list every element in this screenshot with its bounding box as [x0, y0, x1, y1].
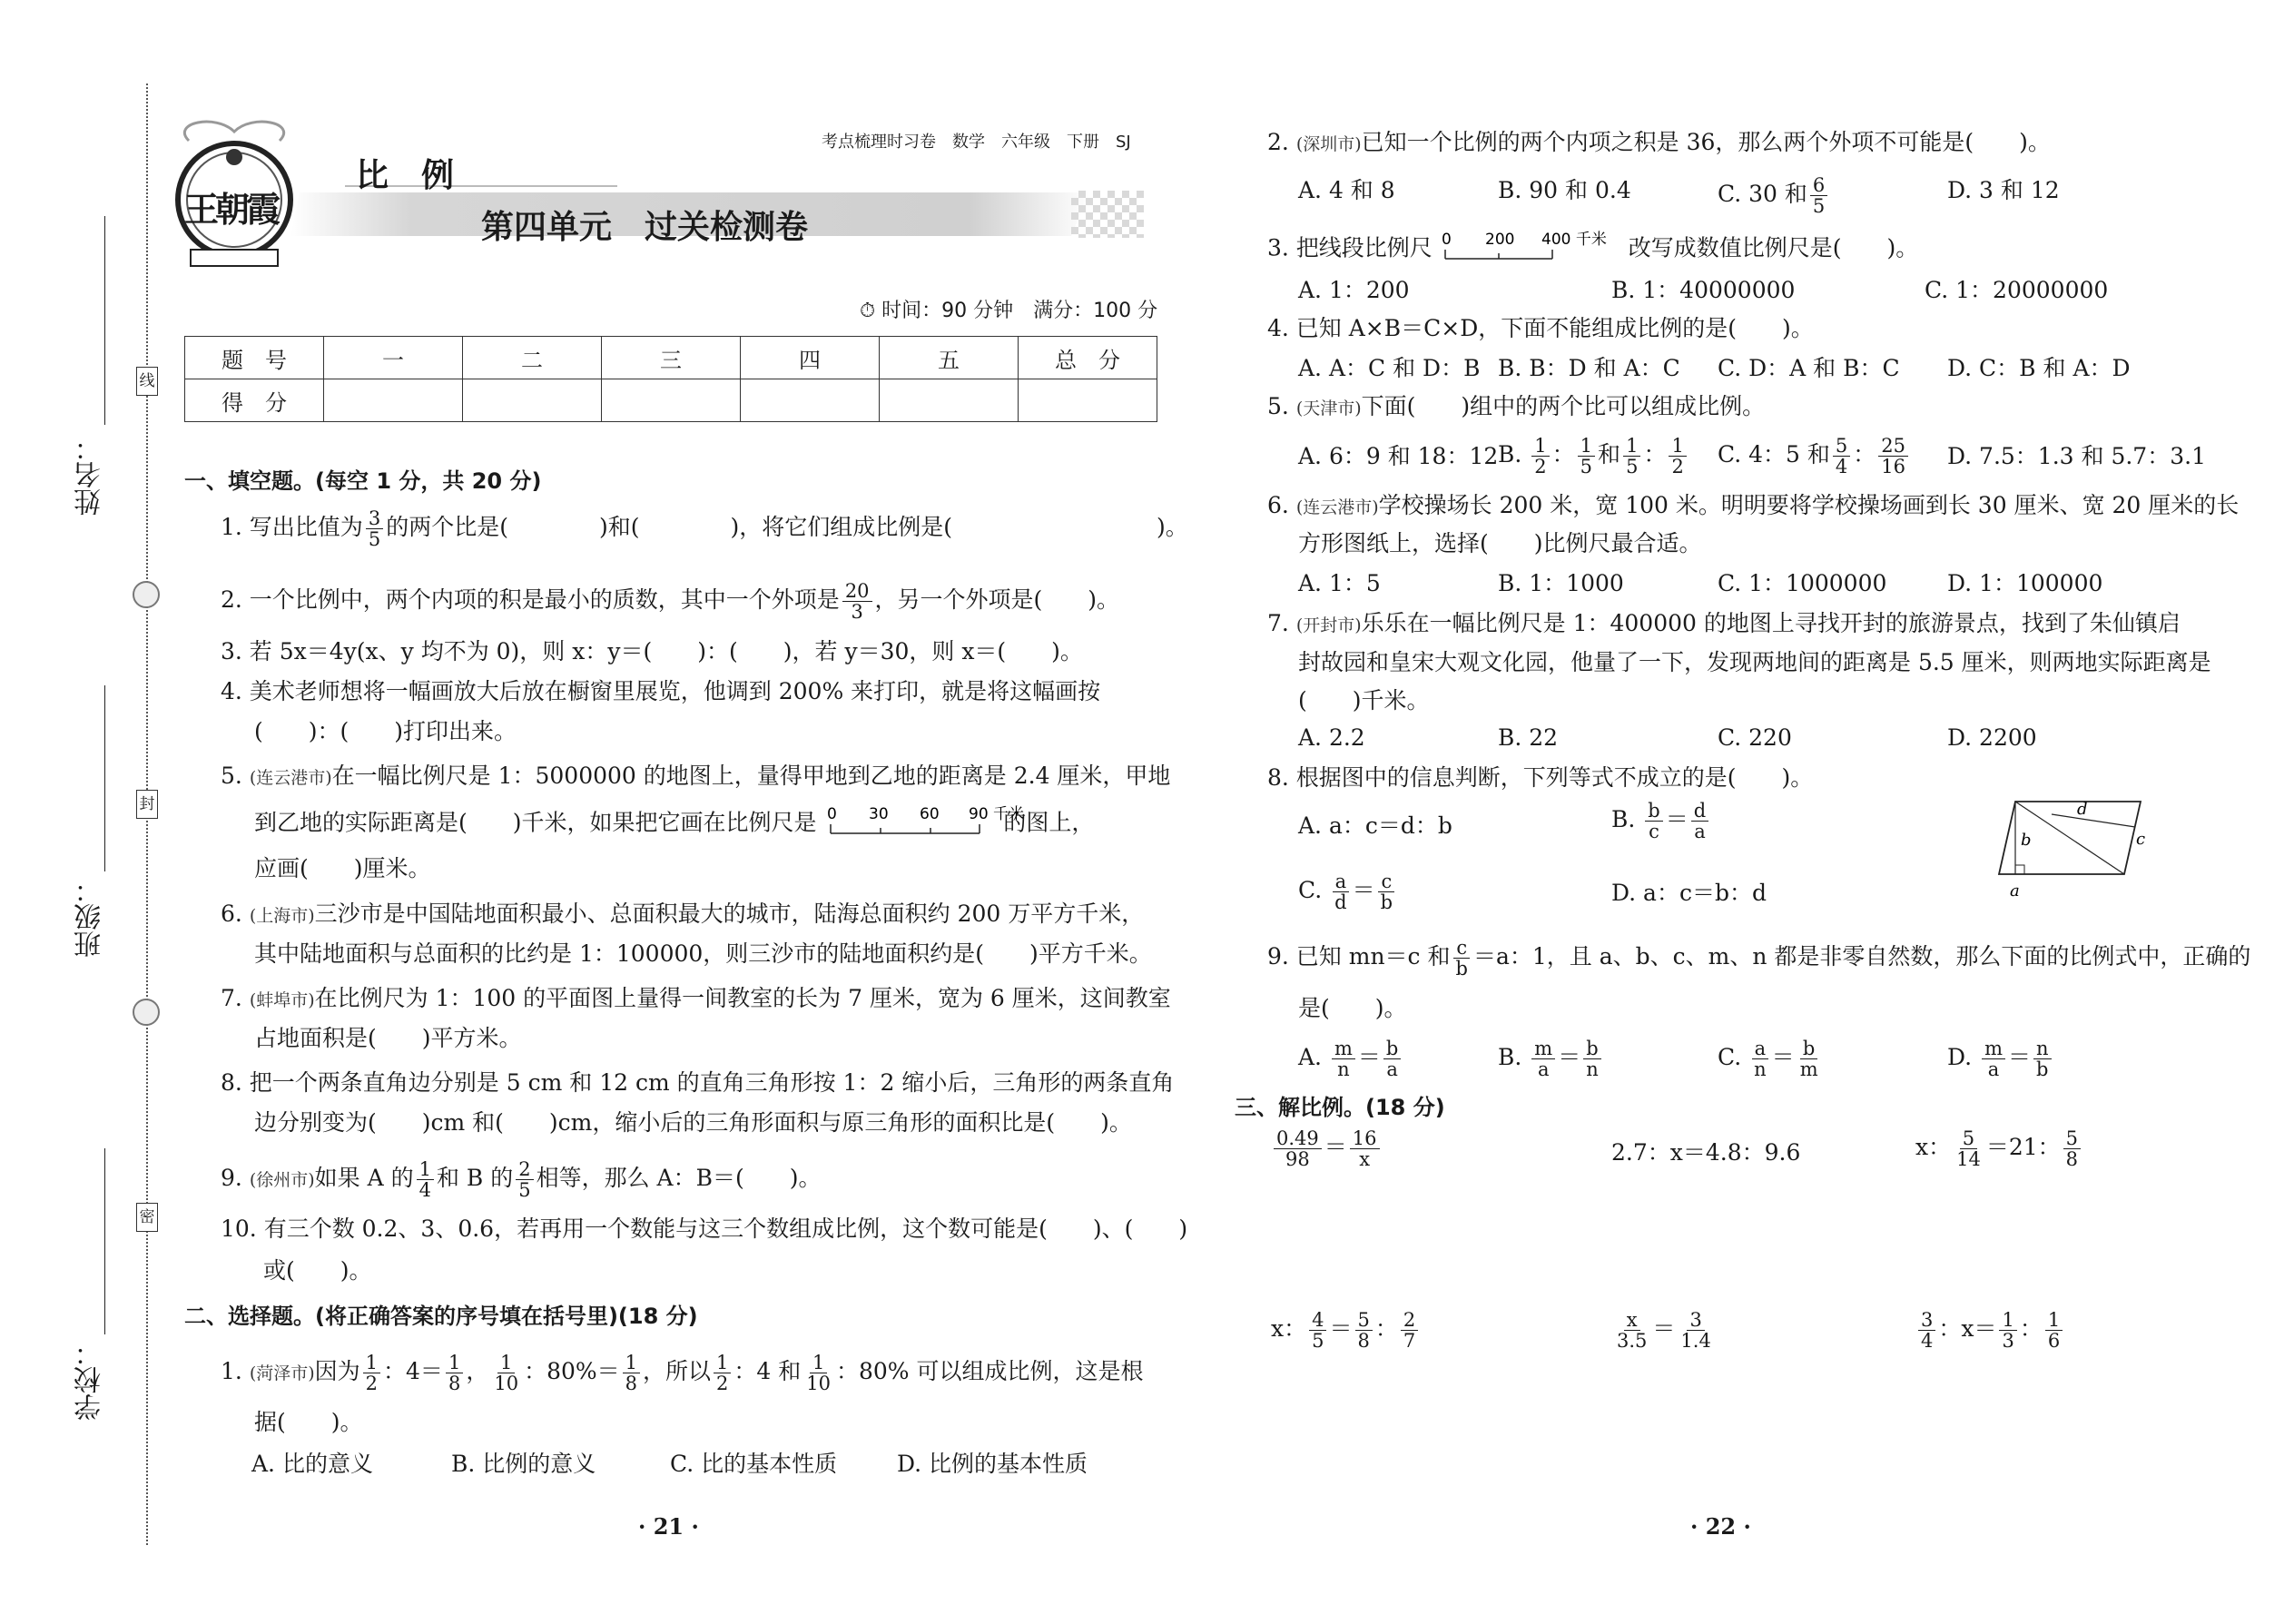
proportion-5: $\frac{x}{3.5}$ ＝ $\frac{3}{1.4}$ — [1617, 1309, 1711, 1352]
question-1-4a: 4. 美术老师想将一幅画放大后放在橱窗里展览，他调到 200% 来打印，就是将这幅画按 — [221, 678, 1101, 704]
option-d[interactable]: D. 比例的基本性质 — [897, 1451, 1088, 1477]
svg-text:30: 30 — [869, 805, 890, 823]
option-c[interactable]: C. 220 — [1718, 724, 1792, 751]
section1-title: 一、填空题。(每空 1 分，共 20 分) — [184, 468, 542, 494]
option-b[interactable]: B. 1：40000000 — [1611, 277, 1796, 303]
question-2-9a: 9. 已知 mn＝c 和 $\frac{c}{b}$ ＝a：1，且 a、b、c、m、n 都是非零自然数，那么下面的比例式中，正确的 — [1267, 937, 2251, 979]
question-2-6b: 方形图纸上，选择( )比例尺最合适。 — [1298, 530, 1702, 556]
question-1-9: 9. (徐州市)如果 A 的 $\frac{1}{4}$ 和 B 的 $\frac{2}{5}$ 相等，那么 A：B＝( )。 — [221, 1158, 822, 1201]
score-header-cell: 五 — [880, 337, 1019, 379]
svg-text:60: 60 — [920, 805, 940, 823]
svg-text:d: d — [2077, 800, 2088, 819]
option-d[interactable]: D. $\frac{m}{a}$ ＝ $\frac{n}{b}$ — [1947, 1038, 2054, 1079]
option-c[interactable]: C. $\frac{a}{d}$ ＝ $\frac{c}{b}$ — [1298, 871, 1398, 912]
question-1-3: 3. 若 5x＝4y(x、y 均不为 0)，则 x：y＝( )：( )，若 y＝30，则 x＝( )。 — [221, 638, 1083, 664]
question-2-9b: 是( )。 — [1298, 995, 1407, 1021]
question-1-1: 1. 写出比值为 $\frac{3}{5}$ 的两个比是( )和( )，将它们组成比例是( )。 — [221, 507, 1188, 550]
option-d[interactable]: D. 1：100000 — [1947, 570, 2103, 596]
margin-mark-mi: 密 — [136, 1203, 158, 1232]
question-2-6a: 6. (连云港市)学校操场长 200 米，宽 100 米。明明要将学校操场画到长 30 厘米、宽 20 厘米的长 — [1267, 492, 2240, 518]
series-label: 考点梳理时习卷 数学 六年级 下册 SJ — [822, 133, 1131, 152]
option-a[interactable]: A. $\frac{m}{n}$ ＝ $\frac{b}{a}$ — [1298, 1038, 1403, 1079]
question-1-8a: 8. 把一个两条直角边分别是 5 cm 和 12 cm 的直角三角形按 1：2 缩小后，三角形的两条直角 — [221, 1069, 1175, 1096]
option-d[interactable]: D. 2200 — [1947, 724, 2037, 751]
name-label: 姓名： — [74, 434, 106, 516]
page-number-left: · 21 · — [638, 1513, 699, 1540]
option-b[interactable]: B. 1：1000 — [1498, 570, 1624, 596]
question-1-10a: 10. 有三个数 0.2、3、0.6，若再用一个数能与这三个数组成比例，这个数可能是( )、( ) — [221, 1216, 1188, 1242]
score-header-cell: 三 — [602, 337, 741, 379]
fraction: $\frac{2}{5}$ — [516, 1159, 533, 1200]
unit-topic: 比 例 — [356, 157, 455, 194]
option-c[interactable]: C. 1：20000000 — [1925, 277, 2109, 303]
option-a[interactable]: A. 4 和 8 — [1298, 177, 1395, 203]
section3-title: 三、解比例。(18 分) — [1235, 1095, 1445, 1120]
scale-bar-diagram — [1440, 231, 1621, 268]
svg-text:0: 0 — [827, 805, 838, 823]
score-input-cell[interactable] — [602, 379, 741, 422]
svg-text:90 千米: 90 千米 — [969, 805, 1025, 823]
option-b[interactable]: B. $\frac{b}{c}$ ＝ $\frac{d}{a}$ — [1611, 801, 1711, 842]
class-underline — [104, 685, 105, 871]
margin-mark-feng: 封 — [136, 790, 158, 819]
score-header-cell: 四 — [741, 337, 880, 379]
question-2-3: 3. 把线段比例尺 0 200 400 千米 改写成数值比例尺是( )。 — [1267, 231, 1918, 268]
question-1-6a: 6. (上海市)三沙市是中国陆地面积最小、总面积最大的城市，陆海总面积约 200 万平方千米， — [221, 901, 1145, 927]
class-label: 班级： — [74, 876, 106, 958]
svg-text:0: 0 — [1441, 231, 1452, 249]
question-2-2: 2. (深圳市)已知一个比例的两个内项之积是 36，那么两个外项不可能是( )。 — [1267, 129, 2051, 155]
question-1-5b: 到乙地的实际距离是( )千米，如果把它画在比例尺是 0 30 60 90 千米 的图上， — [254, 806, 1094, 842]
score-input-cell[interactable] — [463, 379, 602, 422]
option-a[interactable]: A. 2.2 — [1298, 724, 1365, 751]
option-a[interactable]: A. A：C 和 D：B — [1298, 355, 1481, 381]
score-header-cell: 总 分 — [1019, 337, 1157, 379]
name-underline — [104, 216, 105, 425]
time-score-info: ⏱ 时间：90 分钟 满分：100 分 — [860, 300, 1158, 322]
coin-icon — [133, 581, 160, 608]
option-a[interactable]: A. a：c＝d：b — [1298, 812, 1452, 839]
score-row — [185, 379, 1157, 422]
question-2-7b: 封故园和皇宋大观文化园，他量了一下，发现两地间的距离是 5.5 厘米，则两地实际距离是 — [1298, 649, 2211, 675]
school-underline — [104, 1148, 105, 1334]
question-1-7a: 7. (蚌埠市)在比例尺为 1：100 的平面图上量得一间教室的长为 7 厘米，宽为 6 厘米，这间教室 — [221, 985, 1171, 1011]
option-b[interactable]: B. 90 和 0.4 — [1498, 177, 1631, 203]
score-input-cell[interactable] — [741, 379, 880, 422]
proportion-3: x： $\frac{5}{14}$ ＝21： $\frac{5}{8}$ — [1915, 1128, 2083, 1169]
school-label: 学校： — [74, 1339, 106, 1421]
score-input-cell[interactable] — [1019, 379, 1157, 422]
option-d[interactable]: D. C：B 和 A：D — [1947, 355, 2131, 381]
option-b[interactable]: B. 比例的意义 — [451, 1451, 596, 1477]
question-1-7b: 占地面积是( )平方米。 — [254, 1025, 522, 1051]
option-d[interactable]: D. a：c＝b：d — [1611, 880, 1767, 906]
scale-bar-diagram — [823, 805, 1025, 842]
option-a[interactable]: A. 1：200 — [1298, 277, 1410, 303]
option-c[interactable]: C. 1：1000000 — [1718, 570, 1887, 596]
question-1-5a: 5. (连云港市)在一幅比例尺是 1：5000000 的地图上，量得甲地到乙地的距离是 2.4 厘米，甲地 — [221, 763, 1171, 789]
score-table — [184, 336, 1157, 422]
option-a[interactable]: A. 比的意义 — [251, 1451, 373, 1477]
fraction: $\frac{20}{3}$ — [842, 581, 872, 622]
question-1-6b: 其中陆地面积与总面积的比约是 1：100000，则三沙市的陆地面积约是( )平方千米。 — [254, 940, 1152, 967]
question-2-7a: 7. (开封市)乐乐在一幅比例尺是 1：400000 的地图上寻找开封的旅游景点，找到了朱仙镇启 — [1267, 610, 2181, 636]
coin-icon — [133, 999, 160, 1026]
page-number-right: · 22 · — [1690, 1513, 1751, 1540]
question-2-4: 4. 已知 A×B＝C×D，下面不能组成比例的是( )。 — [1267, 315, 1814, 341]
option-b[interactable]: B. $\frac{1}{2}$ ： $\frac{1}{5}$ 和 $\frac{1}{5}$ ： $\frac{1}{2}$ — [1498, 436, 1689, 477]
svg-text:b: b — [2021, 831, 2032, 850]
option-c[interactable]: C. $\frac{a}{n}$ ＝ $\frac{b}{m}$ — [1718, 1038, 1818, 1080]
question-1-4b: ( )：( )打印出来。 — [254, 718, 517, 744]
question-2-5: 5. (天津市)下面( )组中的两个比可以组成比例。 — [1267, 393, 1766, 419]
question-2-7c: ( )千米。 — [1298, 687, 1430, 714]
option-c[interactable]: C. 4：5 和 $\frac{5}{4}$ ： $\frac{25}{16}$ — [1718, 436, 1911, 477]
option-b[interactable]: B. 22 — [1498, 724, 1559, 751]
proportion-4: x： $\frac{4}{5}$ ＝ $\frac{5}{8}$ ： $\frac{2}{7}$ — [1271, 1310, 1421, 1351]
score-input-cell[interactable] — [324, 379, 463, 422]
question-1-5c: 应画( )厘米。 — [254, 855, 431, 881]
proportion-1: $\frac{0.49}{98}$ ＝ $\frac{16}{x}$ — [1271, 1128, 1383, 1169]
score-header-row — [185, 337, 1157, 379]
question-2-1: 1. (菏泽市)因为 $\frac{1}{2}$ ：4＝ $\frac{1}{8}$ ， $\frac{1}{10}$ ：80%＝ $\frac{1}{8}$ ，所以 $\frac{1}{2}$ ：4 和 $\frac{1}{10}$ ：80% 可以组成比例，这是根 — [221, 1352, 1144, 1394]
question-1-8b: 边分别变为( )cm 和( )cm，缩小后的三角形面积与原三角形的面积比是( )。 — [254, 1109, 1132, 1136]
logo-text: 王朝霞 — [184, 189, 278, 230]
page-title: 第四单元 过关检测卷 — [481, 209, 809, 246]
option-d[interactable]: D. 7.5：1.3 和 5.7：3.1 — [1947, 443, 2206, 469]
question-1-2: 2. 一个比例中，两个内项的积是最小的质数，其中一个外项是 $\frac{20}{3}$ ，另一个外项是( )。 — [221, 580, 1120, 623]
parallelogram-diagram — [1988, 794, 2151, 903]
option-b[interactable]: B. B：D 和 A：C — [1498, 355, 1680, 381]
option-a[interactable]: A. 1：5 — [1298, 570, 1381, 596]
score-header-cell: 一 — [324, 337, 463, 379]
option-a[interactable]: A. 6：9 和 18：12 — [1298, 443, 1499, 469]
question-1-10b: 或( )。 — [263, 1257, 372, 1284]
score-row-label: 得 分 — [185, 379, 324, 422]
option-c[interactable]: C. D：A 和 B：C — [1718, 355, 1900, 381]
svg-text:a: a — [2010, 881, 2020, 901]
score-header-cell: 二 — [463, 337, 602, 379]
score-input-cell[interactable] — [880, 379, 1019, 422]
score-header-cell: 题 号 — [185, 337, 324, 379]
section2-title: 二、选择题。(将正确答案的序号填在括号里)(18 分) — [184, 1304, 698, 1329]
svg-text:400 千米: 400 千米 — [1541, 231, 1607, 249]
question-2-8: 8. 根据图中的信息判断，下列等式不成立的是( )。 — [1267, 764, 1814, 791]
proportion-2: 2.7：x＝4.8：9.6 — [1611, 1139, 1801, 1166]
option-c[interactable]: C. 比的基本性质 — [670, 1451, 838, 1477]
svg-text:c: c — [2136, 830, 2146, 849]
option-d[interactable]: D. 3 和 12 — [1947, 177, 2060, 203]
fraction: $\frac{3}{5}$ — [366, 508, 383, 549]
margin-mark-xian: 线 — [136, 367, 158, 396]
question-2-1b: 据( )。 — [254, 1409, 363, 1435]
option-b[interactable]: B. $\frac{m}{a}$ ＝ $\frac{b}{n}$ — [1498, 1038, 1604, 1079]
option-c[interactable]: C. 30 和 $\frac{6}{5}$ — [1718, 175, 1830, 216]
proportion-6: $\frac{3}{4}$ ：x＝ $\frac{1}{3}$ ： $\frac{1}{6}$ — [1915, 1310, 2065, 1351]
fraction: $\frac{1}{4}$ — [417, 1159, 434, 1200]
svg-text:200: 200 — [1484, 231, 1515, 249]
